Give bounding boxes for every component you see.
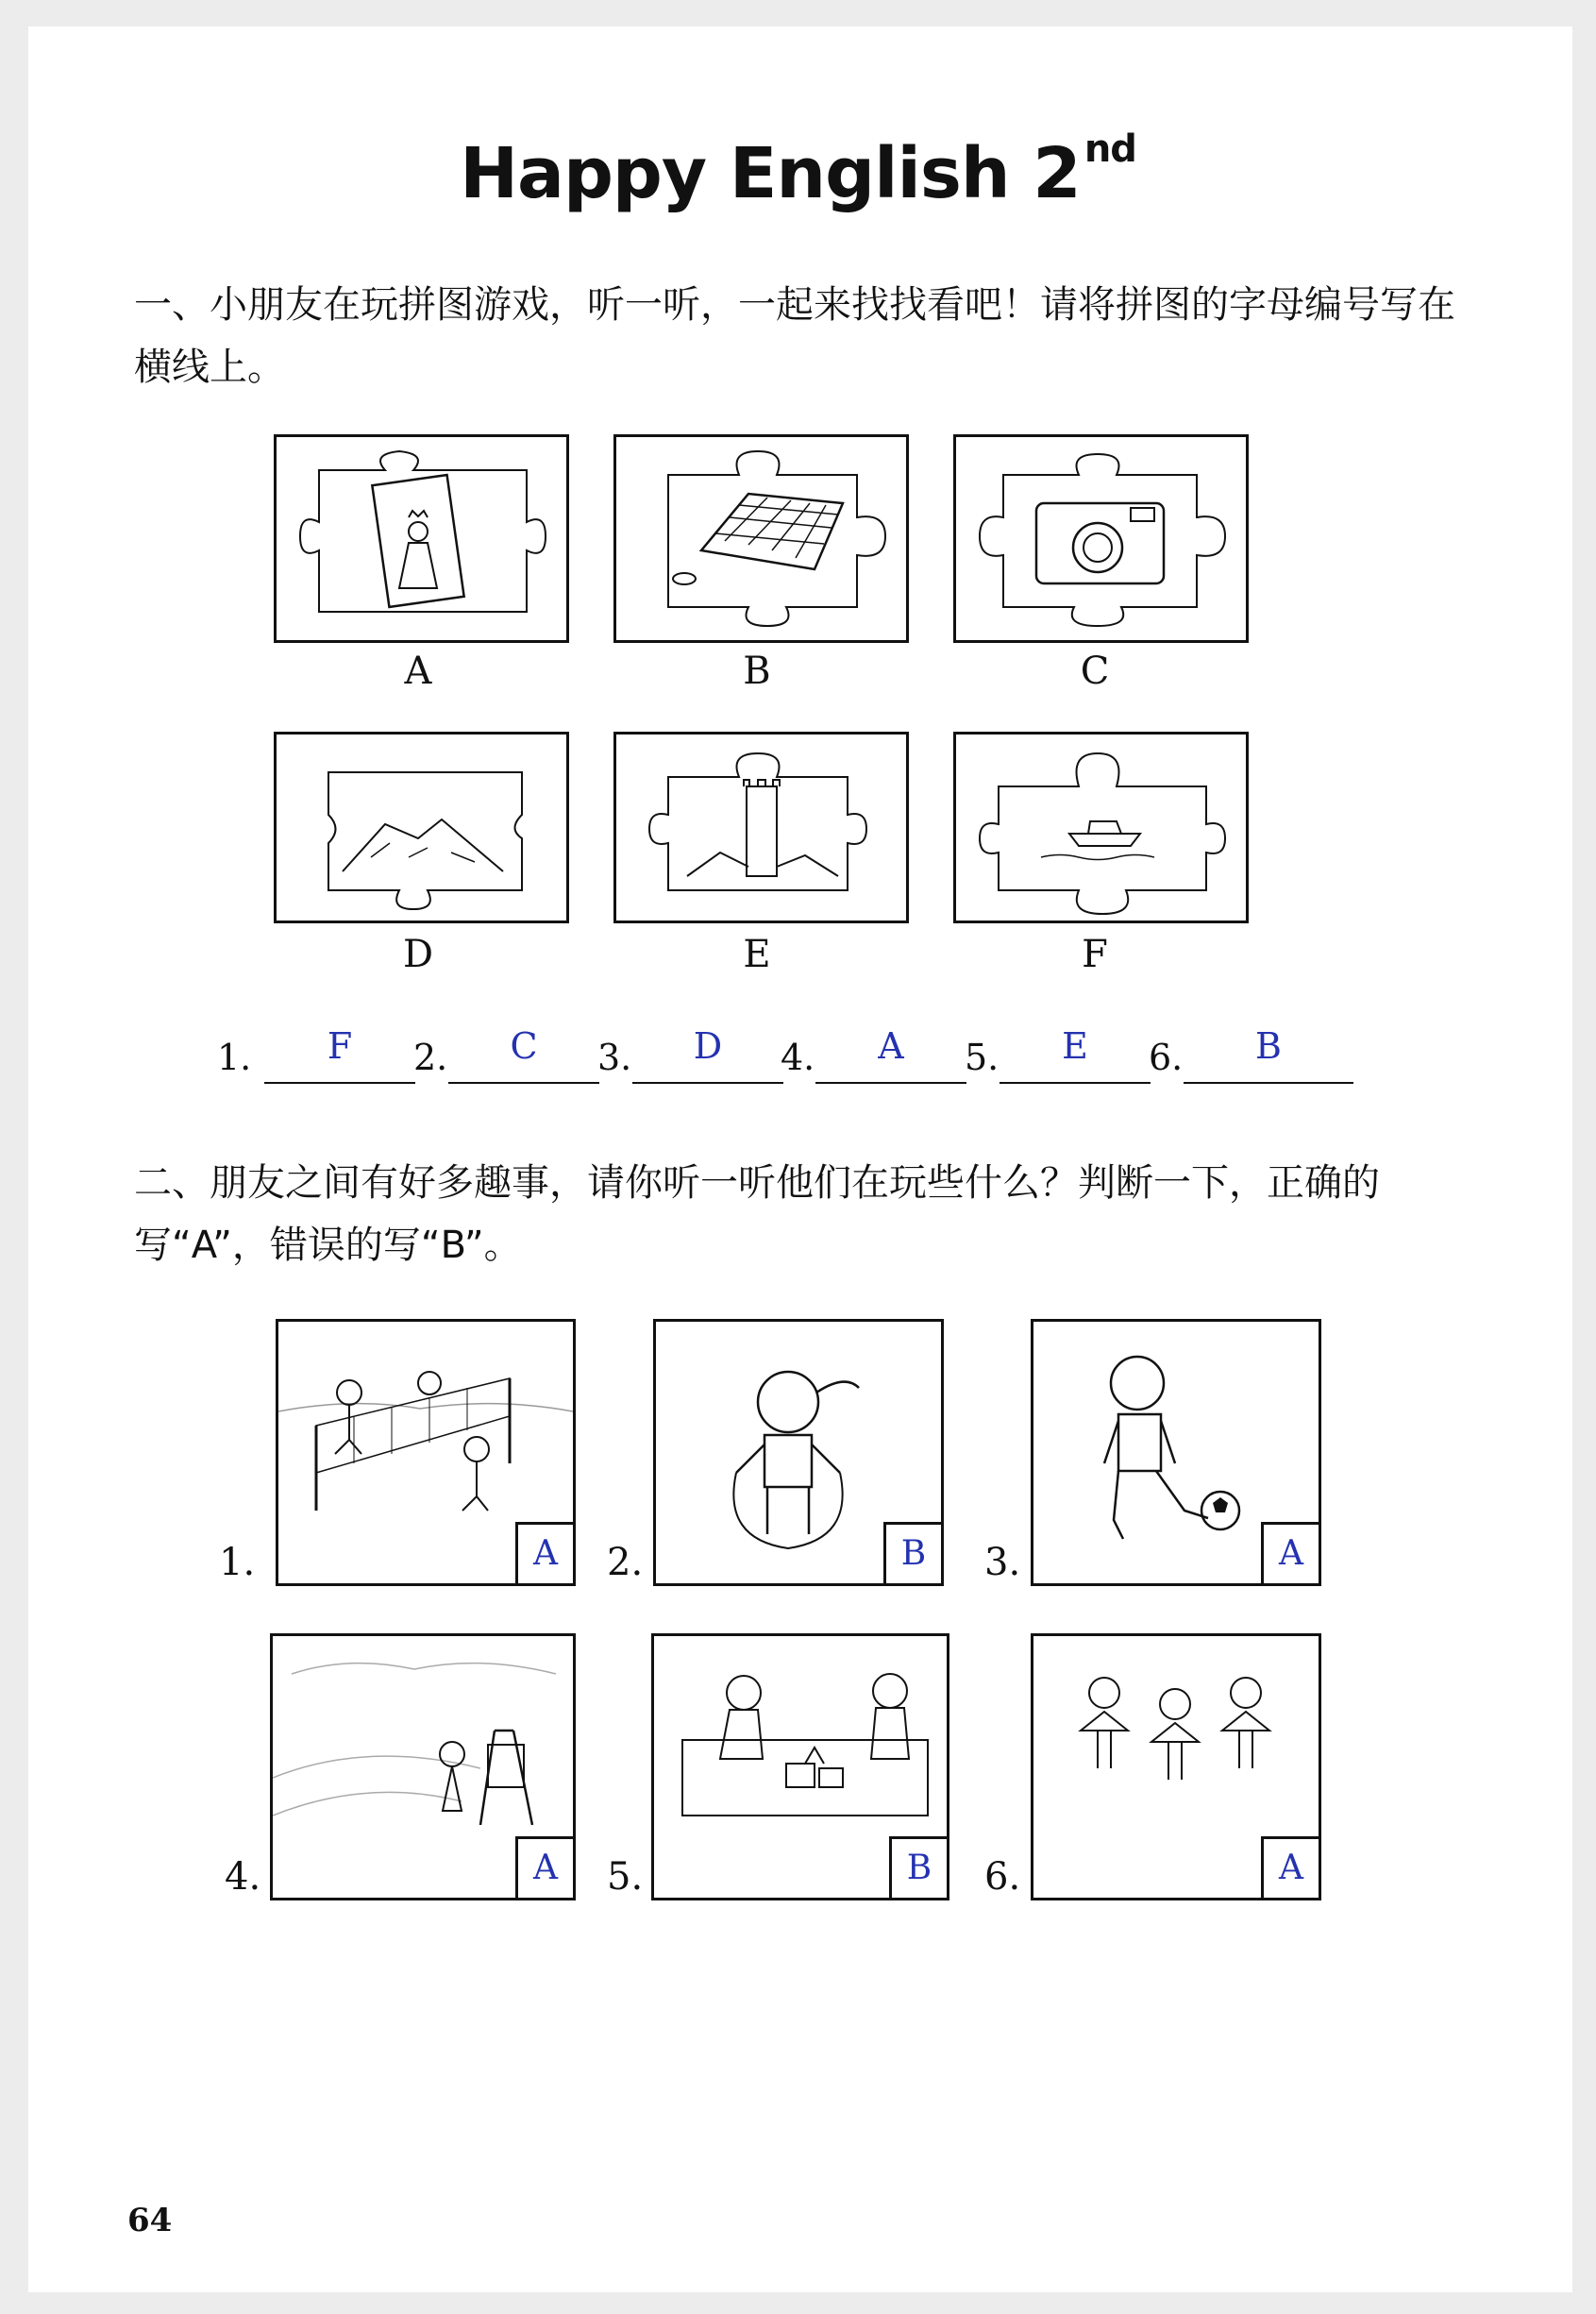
puzzle-label-f: F [1082,933,1108,976]
picture-item-6 [1031,1633,1321,1900]
answer-blank[interactable] [264,1082,415,1084]
camera-icon [956,437,1246,640]
answer-number: 1. [217,1037,252,1078]
picture-item-1 [276,1319,576,1586]
answer-number: 6. [1149,1037,1184,1078]
answer-badge[interactable]: B [883,1522,944,1586]
boat-icon [956,735,1246,921]
puzzle-picture-f [953,732,1249,923]
book-princess-icon [277,437,566,640]
puzzle-label-a: A [404,650,432,693]
answer-value: C [510,1025,538,1067]
answer-blank[interactable] [815,1082,966,1084]
chess-board-icon [616,437,906,640]
answer-blank[interactable] [632,1082,783,1084]
answer-number: 2. [413,1037,448,1078]
picture-item-2 [653,1319,944,1586]
section2-instruction: 二、朋友之间有好多趣事，请你听一听他们在玩些什么？判断一下，正确的写“A”，错误的写“B”。 [134,1161,1380,1267]
answer-blank[interactable] [1184,1082,1353,1084]
item-number: 5. [607,1855,644,1899]
answer-row [217,1025,1350,1101]
answer-badge[interactable]: A [515,1522,576,1586]
item-number: 6. [984,1855,1021,1899]
puzzle-label-e: E [743,933,771,976]
mountains-icon [277,735,566,921]
answer-blank[interactable] [448,1082,599,1084]
answer-badge[interactable]: A [1261,1836,1321,1900]
answer-value: F [327,1025,353,1067]
answer-blank[interactable] [1000,1082,1151,1084]
puzzle-picture-e [613,732,909,923]
answer-badge[interactable]: A [515,1836,576,1900]
picture-item-3 [1031,1319,1321,1586]
item-number: 3. [984,1541,1021,1584]
answer-value: A [878,1025,904,1067]
answer-number: 3. [597,1037,632,1078]
answer-badge[interactable]: B [889,1836,949,1900]
answer-value: E [1062,1025,1088,1067]
answer-badge[interactable]: A [1261,1522,1321,1586]
item-number: 4. [225,1855,261,1899]
puzzle-label-d: D [402,933,434,976]
page-title: Happy English 2 $^{nd}$ [460,127,1136,214]
tower-icon [616,735,906,921]
puzzle-picture-a [274,434,569,643]
puzzle-picture-b [613,434,909,643]
answer-value: D [693,1025,723,1067]
picture-item-5 [651,1633,949,1900]
answer-value: B [1255,1025,1282,1067]
item-number: 1. [219,1541,256,1584]
puzzle-label-b: B [743,650,771,693]
answer-number: 5. [965,1037,1000,1078]
puzzle-picture-d [274,732,569,923]
section1-instruction: 一、小朋友在玩拼图游戏，听一听，一起来找找看吧！请将拼图的字母编号写在横线上。 [134,283,1455,389]
picture-item-4 [270,1633,576,1900]
answer-number: 4. [781,1037,815,1078]
puzzle-picture-c [953,434,1249,643]
puzzle-label-c: C [1080,650,1110,693]
page-number: 64 [127,2202,173,2239]
item-number: 2. [607,1541,644,1584]
